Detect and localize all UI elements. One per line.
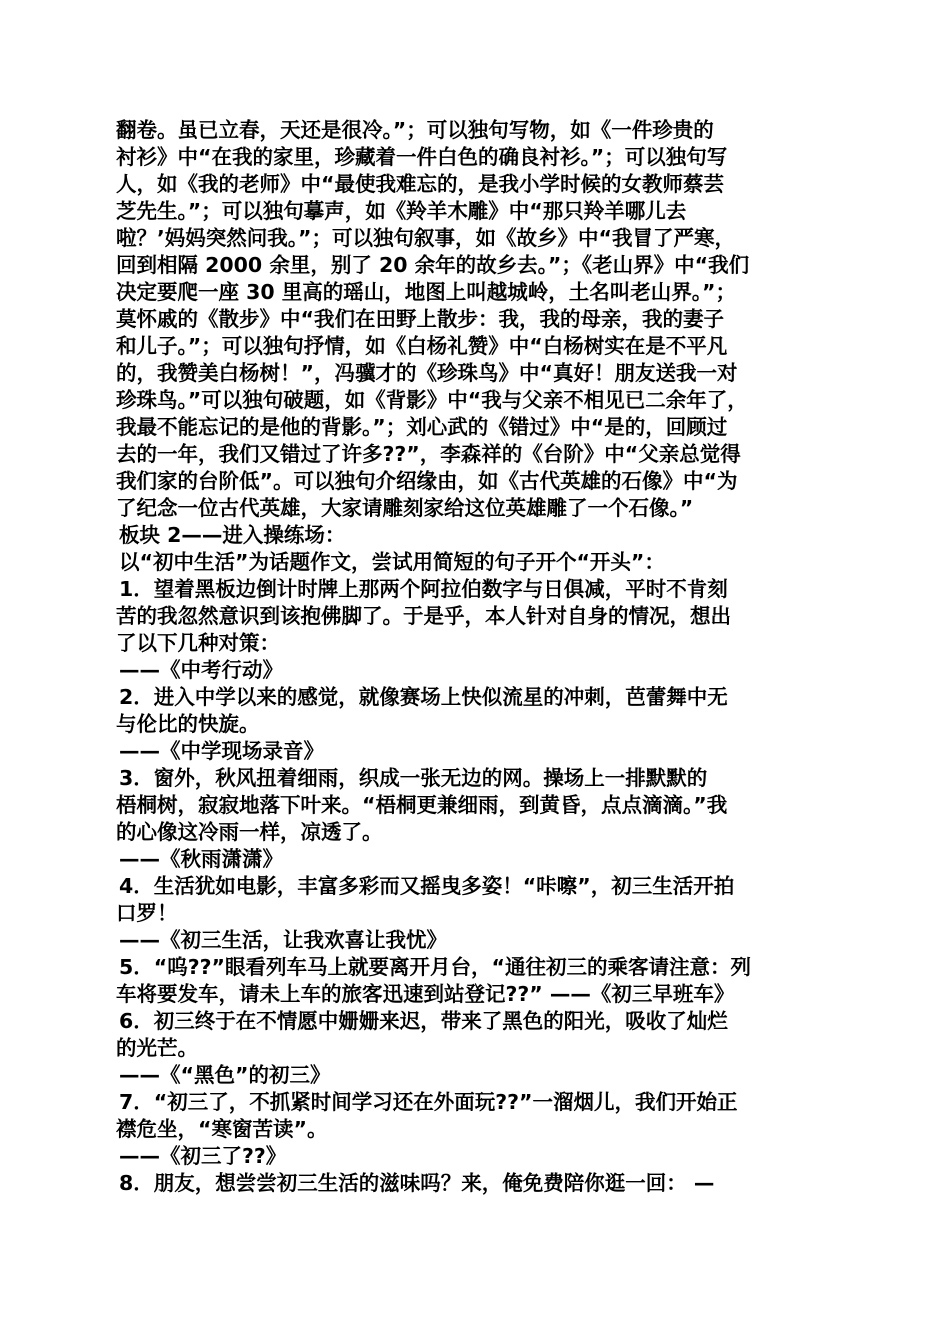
essay-title: ——《中考行动》 [119, 658, 283, 682]
text-line: 翻卷。虽已立春，天还是很冷。”；可以独句写物，如《一件珍贵的 [116, 118, 714, 142]
list-item: 的光芒。 [116, 1036, 198, 1060]
list-item: 2．进入中学以来的感觉，就像赛场上快似流星的冲刺，芭蕾舞中无 [119, 685, 728, 709]
list-item: 口罗！ [116, 901, 178, 925]
list-item: 6．初三终于在不情愿中姗姗来迟，带来了黑色的阳光，吸收了灿烂 [119, 1009, 728, 1033]
list-item: 了以下几种对策： [116, 631, 280, 655]
list-item: 车将要发车，请未上车的旅客迅速到站登记??” ——《初三早班车》 [116, 982, 735, 1006]
text-line: 我们家的台阶低”。可以独句介绍缘由，如《古代英雄的石像》中“为 [116, 469, 738, 493]
text-line: 去的一年，我们又错过了许多??”，李森祥的《台阶》中“父亲总觉得 [116, 442, 741, 466]
list-item: 1．望着黑板边倒计时牌上那两个阿拉伯数字与日俱减，平时不肯刻 [119, 577, 728, 601]
text-line: 的，我赞美白杨树！”，冯骥才的《珍珠鸟》中“真好！朋友送我一对 [116, 361, 738, 385]
text-line: 回到相隔 2000 余里，别了 20 余年的故乡去。”；《老山界》中“我们 [116, 253, 750, 277]
list-item: 3．窗外，秋风扭着细雨，织成一张无边的网。操场上一排默默的 [119, 766, 708, 790]
list-item: 4．生活犹如电影，丰富多彩而又摇曳多姿！“咔嚓”，初三生活开拍 [119, 874, 735, 898]
text-line: 和儿子。”；可以独句抒情，如《白杨礼赞》中“白杨树实在是不平凡 [116, 334, 728, 358]
text-line: 衬衫》中“在我的家里，珍藏着一件白色的确良衬衫。”；可以独句写 [116, 145, 728, 169]
list-item: 梧桐树，寂寂地落下叶来。“梧桐更兼细雨，到黄昏，点点滴滴。”我 [116, 793, 728, 817]
example-openings-list [116, 576, 846, 1197]
essay-title: ——《秋雨潇潇》 [119, 847, 283, 871]
writing-prompt: 以“初中生活”为话题作文，尝试用简短的句子开个“开头”： [119, 550, 665, 574]
list-item: 与伦比的快旋。 [116, 712, 260, 736]
list-item: 5．“呜??”眼看列车马上就要离开月台，“通往初三的乘客请注意：列 [119, 955, 751, 979]
document-page [116, 117, 846, 1197]
list-item: 襟危坐，“寒窗苦读”。 [116, 1117, 328, 1141]
list-item: 的心像这冷雨一样，凉透了。 [116, 820, 383, 844]
essay-title: ——《“黑色”的初三》 [119, 1063, 331, 1087]
text-line: 芝先生。”；可以独句摹声，如《羚羊木雕》中“那只羚羊哪儿去 [116, 199, 687, 223]
essay-title: ——《初三了??》 [119, 1144, 287, 1168]
list-item: 苦的我忽然意识到该抱佛脚了。于是乎，本人针对自身的情况，想出 [116, 604, 731, 628]
section-title: 板块 2——进入操练场： [119, 523, 346, 547]
text-line: 莫怀戚的《散步》中“我们在田野上散步：我，我的母亲，我的妻子 [116, 307, 724, 331]
text-line: 我最不能忘记的是他的背影。”；刘心武的《错过》中“是的，回顾过 [116, 415, 728, 439]
text-line: 啦？’妈妈突然问我。”；可以独句叙事，如《故乡》中“我冒了严寒， [116, 226, 735, 250]
text-line: 人，如《我的老师》中“最使我难忘的，是我小学时候的女教师蔡芸 [116, 172, 724, 196]
list-item: 8．朋友，想尝尝初三生活的滋味吗？来，俺免费陪你逛一回： — [119, 1171, 715, 1195]
paragraph-examples [116, 117, 846, 522]
essay-title: ——《初三生活，让我欢喜让我忧》 [119, 928, 447, 952]
list-item: 7．“初三了，不抓紧时间学习还在外面玩??”一溜烟儿，我们开始正 [119, 1090, 738, 1114]
essay-title: ——《中学现场录音》 [119, 739, 324, 763]
text-line: 珍珠鸟。”可以独句破题，如《背影》中“我与父亲不相见已二余年了， [116, 388, 748, 412]
text-line: 了纪念一位古代英雄，大家请雕刻家给这位英雄雕了一个石像。” [116, 496, 694, 520]
text-line: 决定要爬一座 30 里高的瑶山，地图上叫越城岭，土名叫老山界。”； [116, 280, 737, 304]
